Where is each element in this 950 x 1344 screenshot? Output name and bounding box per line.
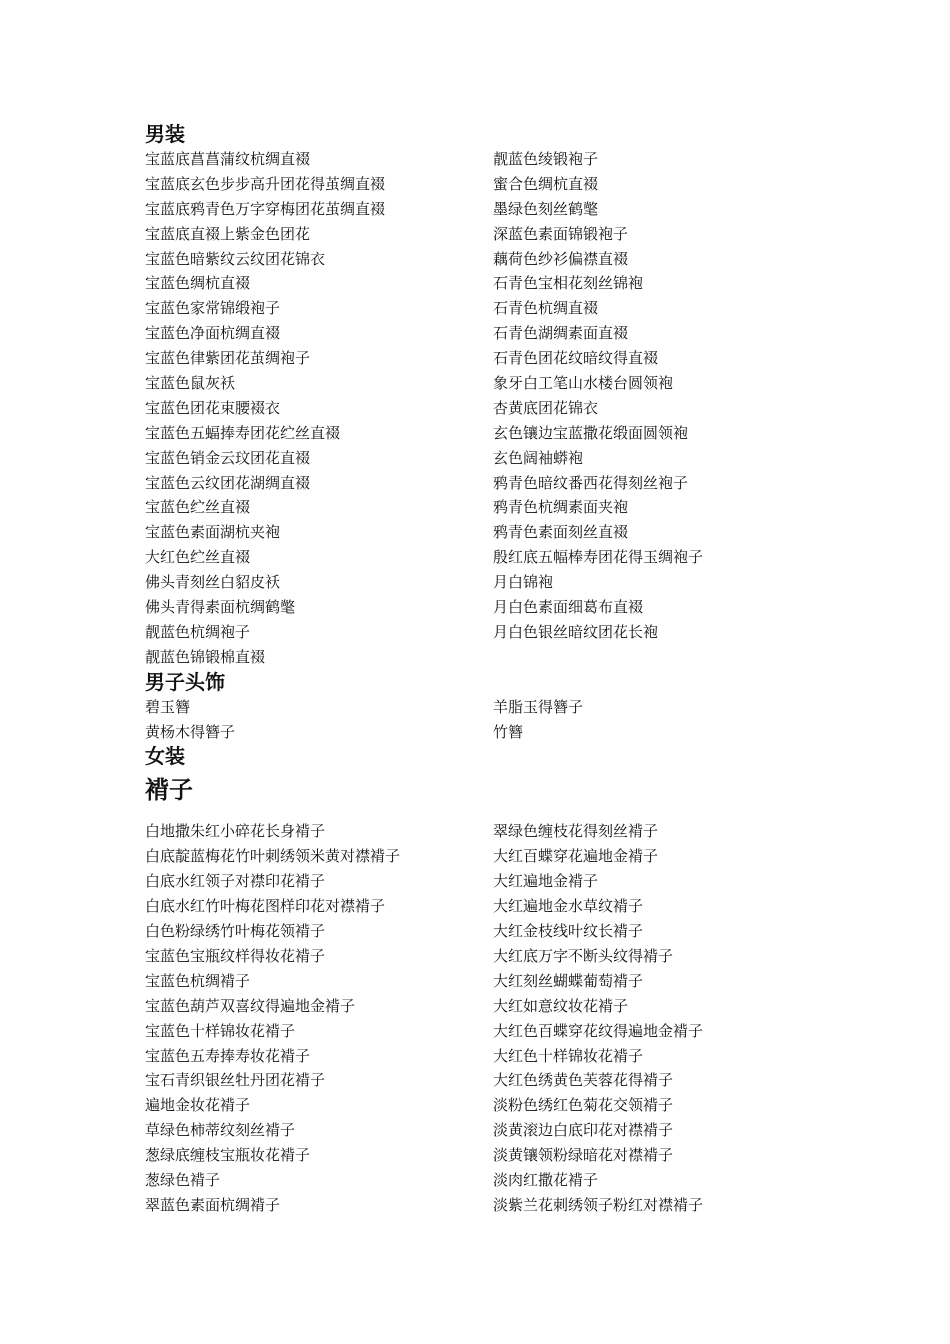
list-item: 宝蓝色家常锦缎袍子 [145, 299, 281, 318]
list-item: 大红底万字不断头纹得褙子 [493, 946, 674, 965]
list-item: 鸦青色素面刻丝直裰 [493, 523, 629, 542]
list-item: 白底水红竹叶梅花图样印花对襟褙子 [145, 897, 386, 916]
list-item: 鸦青色杭绸素面夹袍 [493, 498, 629, 517]
list-item: 宝蓝底鸦青色万字穿梅团花茧绸直裰 [145, 199, 386, 218]
list-item: 翠绿色缠枝花得刻丝褙子 [493, 822, 659, 841]
list-item: 深蓝色素面锦锻袍子 [493, 224, 629, 243]
list-item: 大红色十样锦妆花褙子 [493, 1046, 644, 1065]
document-page [145, 122, 845, 1218]
list-item: 宝蓝色销金云玟团花直裰 [145, 448, 311, 467]
item-grid-beizi [145, 819, 845, 1217]
list-item: 淡紫兰花刺绣领子粉红对襟褙子 [493, 1195, 704, 1214]
list-item: 遍地金妆花褙子 [145, 1096, 251, 1115]
list-item: 杏黄底团花锦衣 [493, 398, 599, 417]
list-item: 石青色宝相花刻丝锦袍 [493, 274, 644, 293]
item-grid-menswear [145, 147, 845, 670]
list-item: 宝蓝色素面湖杭夹袍 [145, 523, 281, 542]
list-item: 淡黄镶领粉绿暗花对襟褙子 [493, 1146, 674, 1165]
list-item: 石青色杭绸直裰 [493, 299, 599, 318]
list-item: 月白锦袍 [493, 573, 554, 592]
list-item: 淡黄滚边白底印花对襟褙子 [493, 1121, 674, 1140]
list-item: 竹簪 [493, 722, 524, 741]
list-item: 大红色绣黄色芙蓉花得褙子 [493, 1071, 674, 1090]
list-item: 翠蓝色素面杭绸褙子 [145, 1195, 281, 1214]
list-item: 玄色阔袖蟒袍 [493, 448, 584, 467]
list-item: 葱绿色褙子 [145, 1170, 221, 1189]
list-item: 靓蓝色绫锻袍子 [493, 150, 599, 168]
list-item: 宝蓝色团花束腰裰衣 [145, 398, 281, 417]
list-item: 宝蓝色鼠灰袄 [145, 374, 236, 393]
section-heading-beizi: 褙子 [145, 775, 193, 805]
list-item: 石青色湖绸素面直裰 [493, 324, 629, 343]
list-item: 羊脂玉得簪子 [493, 697, 584, 716]
list-item: 淡粉色绣红色菊花交领褙子 [493, 1096, 674, 1115]
list-item: 宝蓝色五蝠捧寿团花纻丝直裰 [145, 423, 341, 442]
list-item: 宝蓝色杭绸褙子 [145, 971, 251, 990]
list-item: 石青色团花纹暗纹得直裰 [493, 349, 659, 368]
list-item: 白地撒朱红小碎花长身褙子 [145, 822, 326, 841]
section-heading-men-headwear: 男子头饰 [145, 669, 225, 694]
list-item: 殷红底五幅棒寿团花得玉绸袍子 [493, 548, 704, 567]
list-item: 玄色镶边宝蓝撒花缎面圆领袍 [493, 423, 689, 442]
list-item: 宝蓝底玄色步步高升团花得茧绸直裰 [145, 174, 386, 193]
list-item: 宝蓝底菖菖蒲纹杭绸直裰 [145, 150, 311, 168]
list-item: 宝蓝色云纹团花湖绸直裰 [145, 473, 311, 492]
list-item: 大红遍地金褙子 [493, 872, 599, 891]
list-item: 蜜合色绸杭直裰 [493, 174, 599, 193]
list-item: 宝蓝色净面杭绸直裰 [145, 324, 281, 343]
list-item: 宝蓝色绸杭直裰 [145, 274, 251, 293]
list-item: 宝蓝色纻丝直裰 [145, 498, 251, 517]
list-item: 月白色银丝暗纹团花长袍 [493, 622, 659, 641]
list-item: 碧玉簪 [145, 697, 191, 716]
list-item: 墨绿色刻丝鹤氅 [493, 199, 599, 218]
list-item: 淡肉红撒花褙子 [493, 1170, 599, 1189]
item-grid-men-headwear [145, 695, 845, 745]
section-heading-menswear: 男装 [145, 122, 185, 146]
list-item: 佛头青得素面杭绸鹤氅 [145, 598, 296, 617]
list-item: 白底水红领子对襟印花褙子 [145, 872, 326, 891]
list-item: 大红金枝线叶纹长褙子 [493, 922, 644, 941]
list-item: 草绿色柿蒂纹刻丝褙子 [145, 1121, 296, 1140]
list-item: 鸦青色暗纹番西花得刻丝袍子 [493, 473, 689, 492]
list-item: 宝蓝色五寿捧寿妆花褙子 [145, 1046, 311, 1065]
list-item: 葱绿底缠枝宝瓶妆花褙子 [145, 1146, 311, 1165]
list-item: 大红刻丝蝴蝶葡萄褙子 [493, 971, 644, 990]
list-item: 靓蓝色锦锻棉直裰 [145, 647, 266, 666]
list-item: 宝蓝底直裰上紫金色团花 [145, 224, 311, 243]
list-item: 白底靛蓝梅花竹叶刺绣领米黄对襟褙子 [145, 847, 401, 866]
list-item: 黄杨木得簪子 [145, 722, 236, 741]
list-item: 藕荷色纱衫偏襟直裰 [493, 249, 629, 268]
list-item: 佛头青刻丝白貂皮袄 [145, 573, 281, 592]
list-item: 大红如意纹妆花褙子 [493, 996, 629, 1015]
list-item: 象牙白工笔山水楼台圆领袍 [493, 374, 674, 393]
list-item: 大红遍地金水草纹褙子 [493, 897, 644, 916]
list-item: 宝蓝色暗紫纹云纹团花锦衣 [145, 249, 326, 268]
list-item: 月白色素面细葛布直裰 [493, 598, 644, 617]
list-item: 大红色百蝶穿花纹得遍地金褙子 [493, 1021, 704, 1040]
list-item: 宝蓝色葫芦双喜纹得遍地金褙子 [145, 996, 356, 1015]
list-item: 大红色纻丝直裰 [145, 548, 251, 567]
list-item: 宝石青织银丝牡丹团花褙子 [145, 1071, 326, 1090]
section-heading-womenswear: 女装 [145, 744, 185, 769]
list-item: 靓蓝色杭绸袍子 [145, 622, 251, 641]
list-item [493, 645, 845, 670]
list-item: 白色粉绿绣竹叶梅花领褙子 [145, 922, 326, 941]
list-item: 宝蓝色宝瓶纹样得妆花褙子 [145, 946, 326, 965]
list-item: 宝蓝色十样锦妆花褙子 [145, 1021, 296, 1040]
list-item: 宝蓝色律紫团花茧绸袍子 [145, 349, 311, 368]
list-item: 大红百蝶穿花遍地金褙子 [493, 847, 659, 866]
